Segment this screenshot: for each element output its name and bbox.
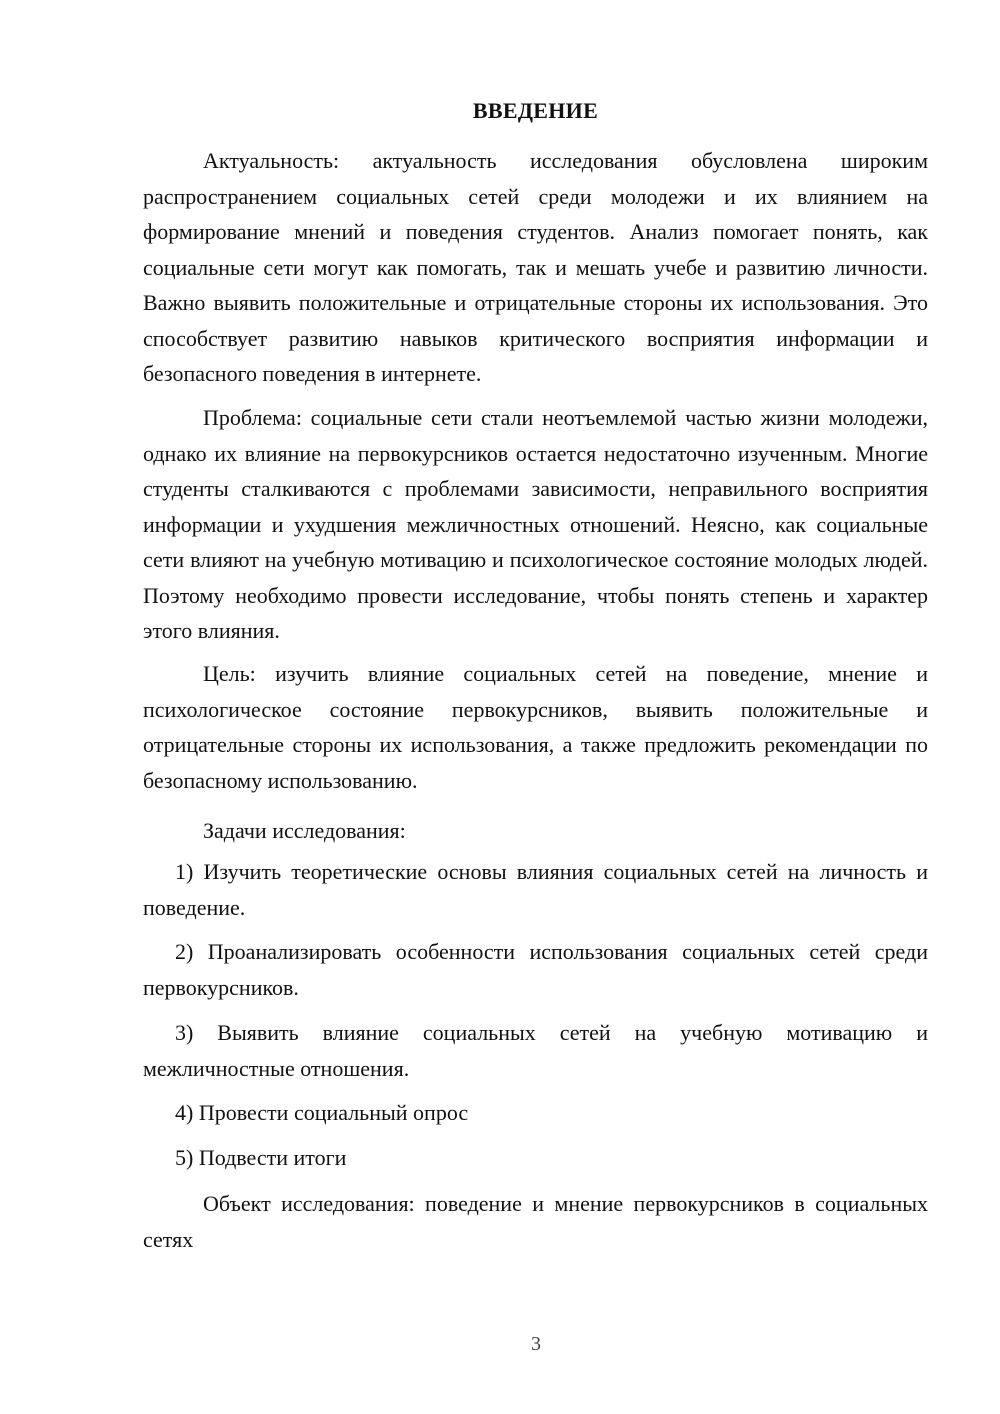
task-item-1: 1) Изучить теоретические основы влияния социальных сетей на личность и поведение.	[143, 859, 928, 920]
task-item-2: 2) Проанализировать особенности использования социальных сетей среди первокурсников.	[143, 939, 928, 1000]
task-item-5: 5) Подвести итоги	[175, 1145, 347, 1170]
page-number: 3	[531, 1333, 541, 1355]
task-item-4: 4) Провести социальный опрос	[175, 1100, 469, 1125]
page-title: ВВЕДЕНИЕ	[472, 98, 599, 123]
tasks-heading: Задачи исследования:	[203, 818, 406, 843]
paragraph-problem: Проблема: социальные сети стали неотъемлемой частью жизни молодежи, однако их влияние на первокурсников остается недостаточно изученным. Многие студенты сталкиваются с проблемами зависимости, неправильного восприятия информации и ухудшения межличностных отношений. Неясно, как социальные сети влияют на учебную мотивацию и психологическое состояние молодых людей. Поэтому необходимо провести исследование, чтобы понять степень и характер этого влияния.	[143, 405, 928, 643]
paragraph-relevance: Актуальность: актуальность исследования обусловлена широким распространением социальных сетей среди молодежи и их влиянием на формирование мнений и поведения студентов. Анализ помогает понять, как социальные сети могут как помогать, так и мешать учебе и развитию личности. Важно выявить положительные и отрицательные стороны их использования. Это способствует развитию навыков критического восприятия информации и безопасного поведения в интернете.	[143, 148, 928, 386]
paragraph-object: Объект исследования: поведение и мнение первокурсников в социальных сетях	[143, 1191, 928, 1252]
task-item-3: 3) Выявить влияние социальных сетей на учебную мотивацию и межличностные отношения.	[143, 1020, 928, 1081]
paragraph-goal: Цель: изучить влияние социальных сетей на поведение, мнение и психологическое состояние первокурсников, выявить положительные и отрицательные стороны их использования, а также предложить рекомендации по безопасному использованию.	[143, 661, 928, 793]
